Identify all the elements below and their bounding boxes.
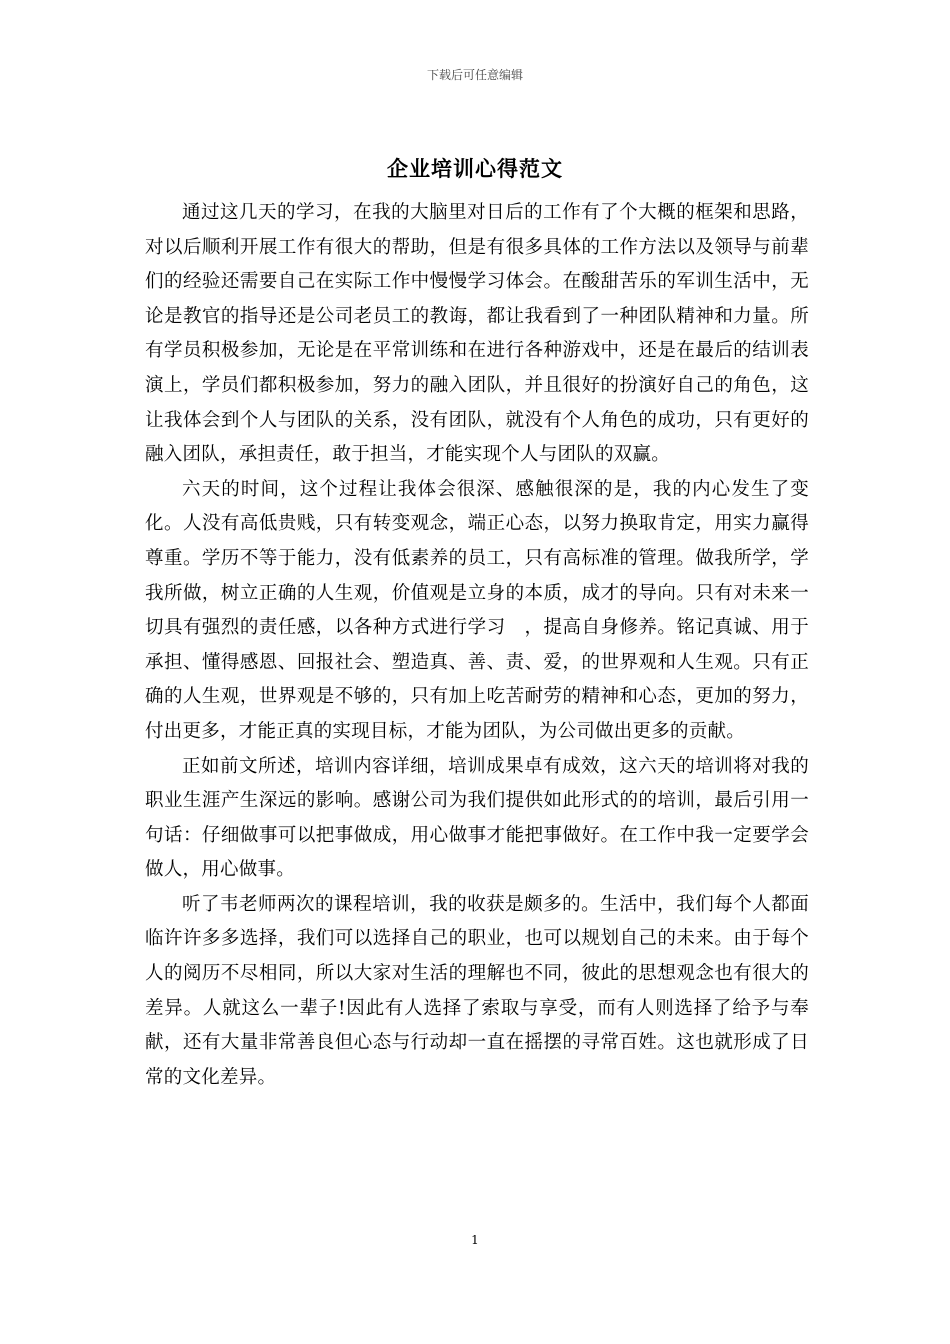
document-title: 企业培训心得范文: [387, 156, 563, 181]
paragraph-4: 听了韦老师两次的课程培训，我的收获是颇多的。生活中，我们每个人都面临许许多多选择，我们可以选择自己的职业，也可以规划自己的未来。由于每个人的阅历不尽相同，所以大家对生活的理解也不同，彼此的思想观念也有很大的差异。人就这么一辈子!因此有人选择了索取与享受，而有人则选择了给予与奉献，还有大量非常善良但心态与行动却一直在摇摆的寻常百姓。这也就形成了日常的文化差异。: [145, 893, 809, 1088]
paragraph-3: 正如前文所述，培训内容详细，培训成果卓有成效，这六天的培训将对我的职业生涯产生深远的影响。感谢公司为我们提供如此形式的的培训，最后引用一句话：仔细做事可以把事做成，用心做事才能把事做好。在工作中我一定要学会做人，用心做事。: [145, 755, 809, 881]
page-number: 1: [471, 1233, 479, 1247]
paragraph-1: 通过这几天的学习，在我的大脑里对日后的工作有了个大概的框架和思路，对以后顺利开展工作有很大的帮助，但是有很多具体的工作方法以及领导与前辈们的经验还需要自己在实际工作中慢慢学习体会。在酸甜苦乐的军训生活中，无论是教官的指导还是公司老员工的教诲，都让我看到了一种团队精神和力量。所有学员积极参加，无论是在平常训练和在进行各种游戏中，还是在最后的结训表演上，学员们都积极参加，努力的融入团队，并且很好的扮演好自己的角色，这让我体会到个人与团队的关系，没有团队，就没有个人角色的成功，只有更好的融入团队，承担责任，敢于担当，才能实现个人与团队的双赢。: [145, 202, 809, 466]
paragraph-2: 六天的时间，这个过程让我体会很深、感触很深的是，我的内心发生了变化。人没有高低贵贱，只有转变观念，端正心态，以努力换取肯定，用实力赢得尊重。学历不等于能力，没有低素养的员工，只有高标准的管理。做我所学，学我所做，树立正确的人生观，价值观是立身的本质，成才的导向。只有对未来一切具有强烈的责任感，以各种方式进行学习 ，提高自身修养。铭记真诚、用于承担、懂得感恩、回报社会、塑造真、善、责、爱，的世界观和人生观。只有正确的人生观，世界观是不够的，只有加上吃苦耐劳的精神和心态，更加的努力，付出更多，才能正真的实现目标，才能为团队，为公司做出更多的贡献。: [145, 478, 809, 742]
header-note: 下载后可任意编辑: [426, 68, 523, 82]
document-body: [145, 196, 809, 1095]
